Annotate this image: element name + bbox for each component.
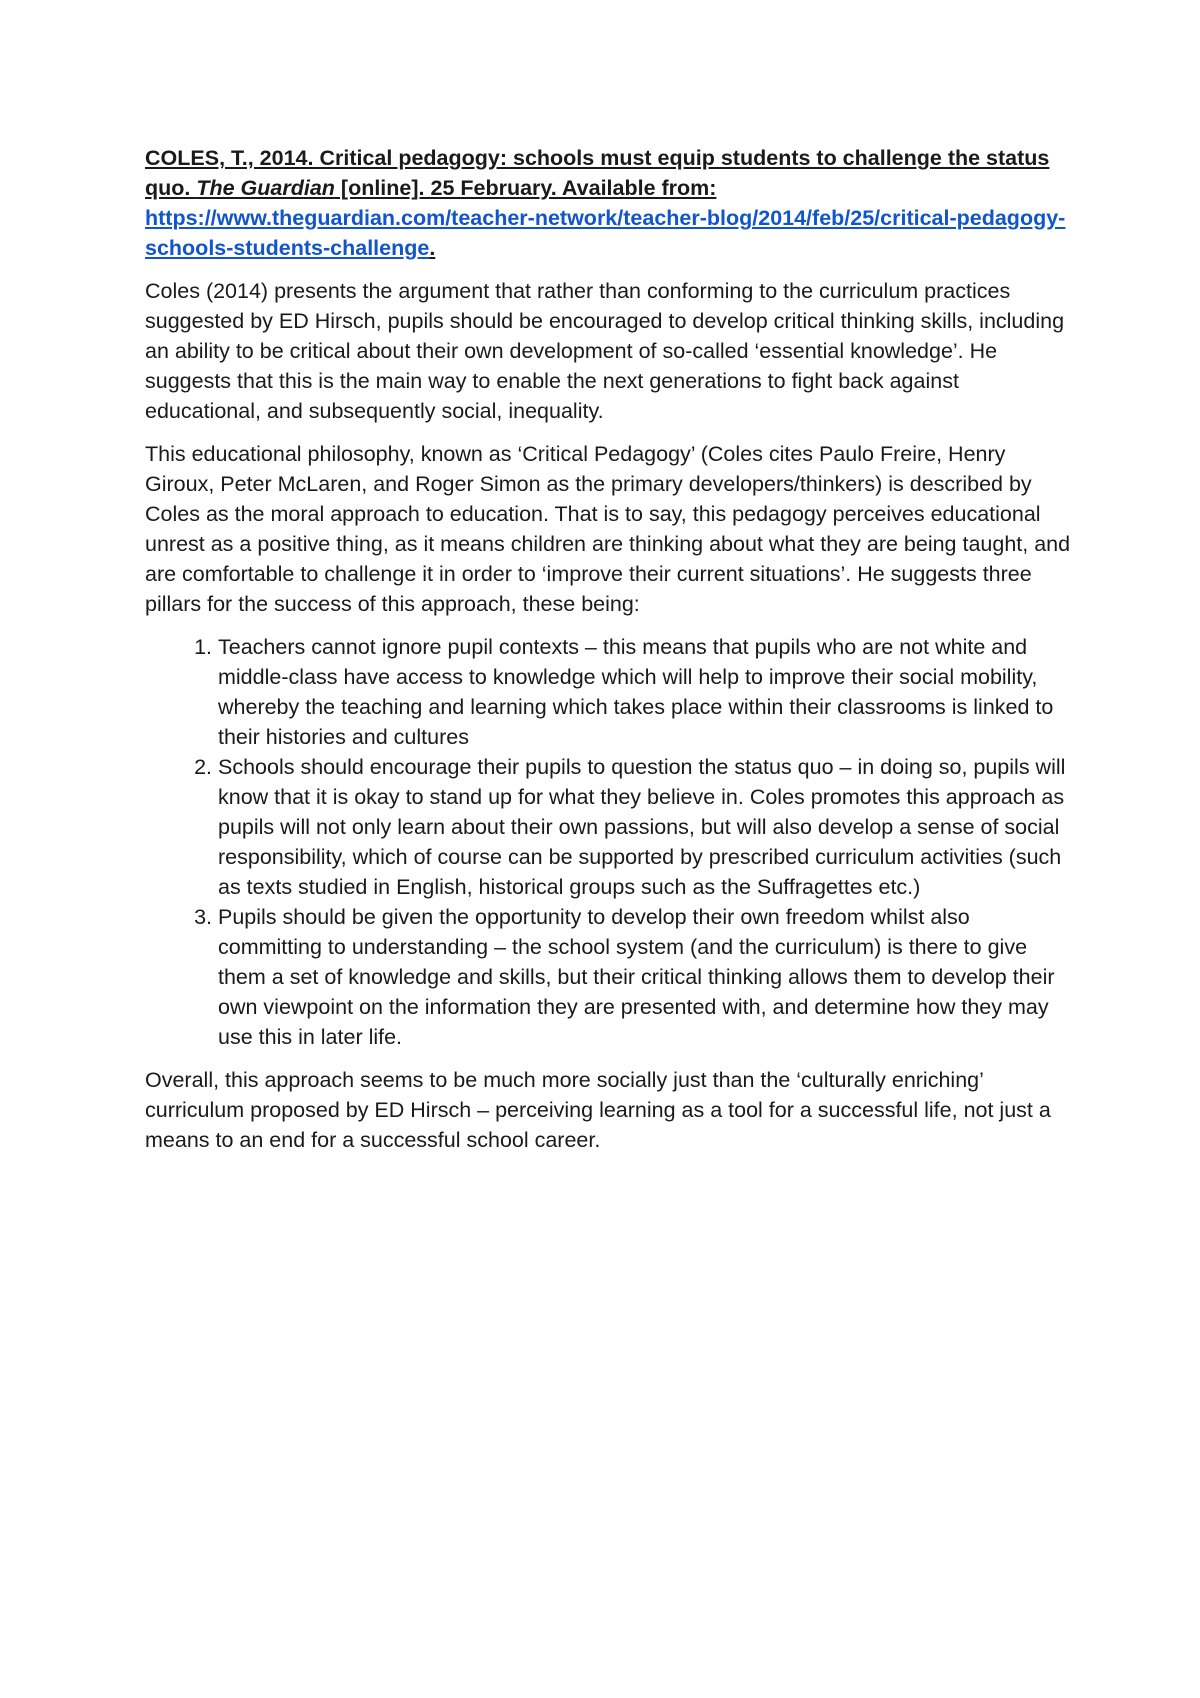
citation-availability: [online]. 25 February. Available from: — [334, 176, 717, 200]
reference-citation — [145, 143, 1075, 263]
list-item: 3. Pupils should be given the opportunity to develop their own freedom whilst also committing to understanding – the school system (and the curriculum) is there to give them a set of knowledge and skills, but their critical thinking allows them to develop their own viewpoint on the information they are presented with, and determine how they may use this in later life. — [218, 902, 1075, 1052]
summary-paragraph: Coles (2014) presents the argument that rather than conforming to the curriculum practices suggested by ED Hirsch, pupils should be encouraged to develop critical thinking skills, including an ability to be critical about their own development of so-called ‘essential knowledge’. He suggests that this is the main way to enable the next generations to fight back against educational, and subsequently social, inequality. — [145, 279, 1065, 423]
pillars-list — [145, 632, 1075, 1052]
document-page — [145, 143, 1075, 1168]
citation-end-period: . — [429, 236, 436, 260]
list-item: 2. Schools should encourage their pupils to question the status quo – in doing so, pupils will know that it is okay to stand up for what they believe in. Coles promotes this approach as pupils will not only learn about their own passions, but will also develop a sense of social responsibility, which of course can be supported by prescribed curriculum activities (such as texts studied in English, historical groups such as the Suffragettes etc.) — [218, 752, 1075, 902]
conclusion-paragraph: Overall, this approach seems to be much more socially just than the ‘culturally enriching’ curriculum proposed by ED Hirsch – perceiving learning as a tool for a successful life, not just a means to an end for a successful school career. — [145, 1068, 1051, 1152]
citation-url-link[interactable]: https://www.theguardian.com/teacher-network/teacher-blog/2014/feb/25/critical-pedagogy-schools-students-challenge — [145, 206, 1066, 260]
citation-journal: The Guardian — [196, 176, 335, 200]
list-item: 1. Teachers cannot ignore pupil contexts – this means that pupils who are not white and middle-class have access to knowledge which will help to improve their social mobility, whereby the teaching and learning which takes place within their classrooms is linked to their histories and cultures — [218, 632, 1075, 752]
citation-text: COLES, T., 2014. Critical pedagogy: schools must equip students to challenge the status quo. — [145, 146, 1050, 200]
philosophy-paragraph: This educational philosophy, known as ‘Critical Pedagogy’ (Coles cites Paulo Freire, Henry Giroux, Peter McLaren, and Roger Simon as the primary developers/thinkers) is described by Coles as the moral approach to education. That is to say, this pedagogy perceives educational unrest as a positive thing, as it means children are thinking about what they are being taught, and are comfortable to challenge it in order to ‘improve their current situations’. He suggests three pillars for the success of this approach, these being: — [145, 442, 1071, 616]
